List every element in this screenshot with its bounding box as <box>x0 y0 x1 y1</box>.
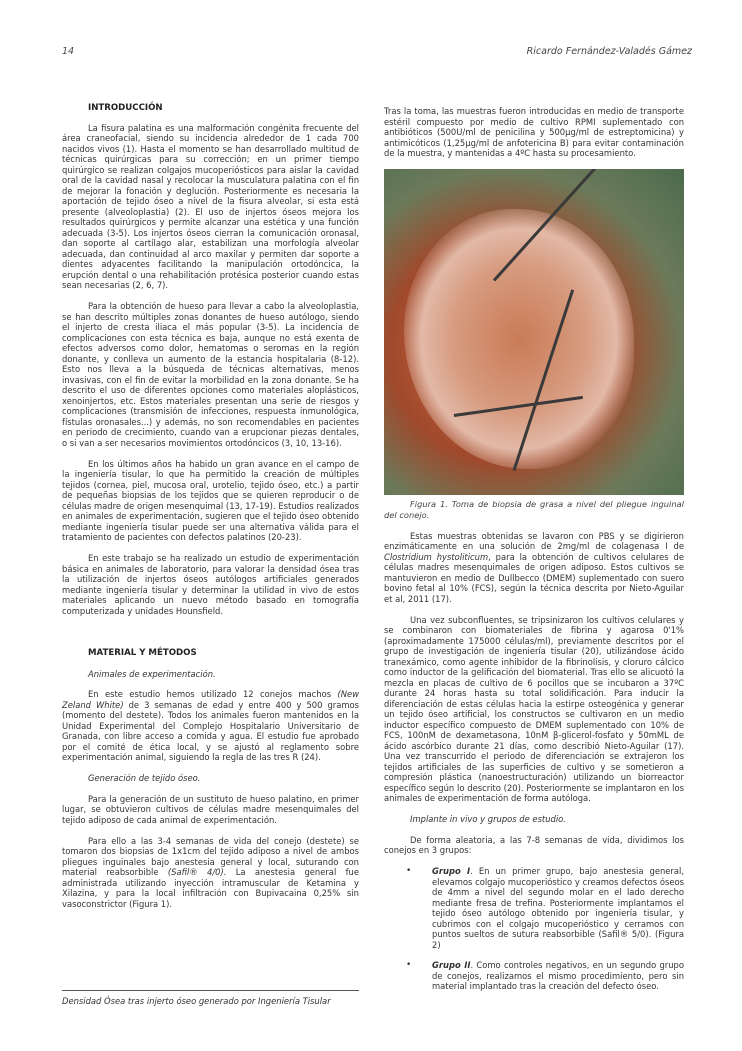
footer-text: Densidad Ósea tras injerto óseo generado por Ingeniería Tisular <box>62 996 331 1006</box>
page-number: 14 <box>62 46 75 57</box>
figure-caption: Figura 1. Toma de biopsia de grasa a nivel del pliegue inguinal del conejo. <box>384 499 684 520</box>
paragraph: Para la generación de un sustituto de hueso palatino, en primer lugar, se obtuvieron cultivos de células madre mesenquimales del tejido adiposo de cada animal de experimentación. <box>62 793 359 825</box>
footer-divider <box>62 990 359 991</box>
left-column <box>62 103 359 920</box>
section-title-introduction: INTRODUCCIÓN <box>88 103 163 113</box>
paragraph: En este estudio hemos utilizado 12 conejos machos (New Zeland White) de 3 semanas de edad y entre 400 y 500 gramos (momento del destete). Todos los animales fueron mantenidos en la Unidad Experimental del Complejo Hospitalario Universitario de Granada, con libre acceso a comida y agua. El estudio fue aprobado por el comité de ética local, y se ajustó al reglamento sobre experimentación animal, siguiendo la regla de las tres R (24). <box>62 689 360 762</box>
paragraph: La fisura palatina es una malformación congénita frecuente del área craneofacial, siendo su incidencia alrededor de 1 cada 700 nacidos vivos (1). Hasta el momento se han desarrollado multitud de técnicas quirúrgicas para su corrección; en un primer tiempo quirúrgico se realizan colgajos mucoperiósticos para aislar la cavidad oral de la cavidad nasal y recolocar la musculatura palatina con el fin de mejorar la fonación y deglución. Posteriormente es necesaria la aportación de tejido óseo a nivel de la fisura alveolar, si esta está presente (alveoloplastia) (2). El uso de injertos óseos mejora los resultados quirúrgicos y permite alcanzar una estética y una función adecuada (3-5). Los injertos óseos cierran la comunicación oronasal, dan soporte al cartílago alar, estabilizan una morfología alveolar adecuada, dan continuidad al arco maxilar y permiten dar soporte a dientes adyacentes facilitando la manipulación ortodóncica, la erupción dental o una rehabilitación protésica posterior cuando estas sean necesarias (2, 6, 7). <box>62 122 359 290</box>
right-column <box>384 106 684 1002</box>
subsection-title: Animales de experimentación. <box>88 668 216 679</box>
figure-1-photo <box>384 169 684 495</box>
paragraph: Tras la toma, las muestras fueron introducidas en medio de transporte estéril compuesto por medio de cultivo RPMI suplementado con antibióticos (500U/ml de penicilina y 500µg/ml de estreptomicina) y antimicóticos (1,25µg/ml de anfotericina B) para evitar contaminación de la muestra, y mantenidas a 4ºC hasta su procesamiento. <box>384 106 684 158</box>
paragraph: De forma aleatoria, a las 7-8 semanas de vida, dividimos los conejos en 3 grupos: <box>384 834 684 855</box>
subsection-title: Generación de tejido óseo. <box>88 773 201 783</box>
list-item: • Grupo II. Como controles negativos, en un segundo grupo de conejos, realizamos el mismo procedimiento, pero sin material implantado tras la creación del defecto óseo. <box>432 960 684 992</box>
paragraph: Para la obtención de hueso para llevar a cabo la alveoloplastia, se han descrito múltiples zonas donantes de hueso autólogo, siendo el injerto de cresta iliaca el más popular (3-5). La incidencia de complicaciones con esta técnica es baja, aunque no está exenta de efectos adversos como dolor, hematomas o seromas en la región donante, y conlleva un aumento de la estancia hospitalaria (8-12). Esto nos lleva a la búsqueda de técnicas alternativas, menos invasivas, con el fin de evitar la morbilidad en la zona donante. Se ha descrito el uso de diferentes opciones como materiales aloplásticos, xenoinjertos, etc. Estos materiales presentan una serie de riesgos y complicaciones (transmisión de infecciones, respuesta inmunológica, fístulas oronasales...) y además, no son recomendables en pacientes en periodo de crecimiento, cuando van a erupcionar piezas dentales, o si van a ser necesarios movimientos ortodóncicos (3, 10, 13-16). <box>62 301 359 448</box>
paragraph: En este trabajo se ha realizado un estudio de experimentación básica en animales de laboratorio, para valorar la densidad ósea tras la utilización de injertos óseos autólogos artificiales generados mediante ingeniería tisular y determinar la utilidad in vivo de estos materiales aplicando un nuevo método basado en tomografía computerizada y unidades Hounsfield. <box>62 553 359 616</box>
group-list <box>384 866 684 992</box>
running-head: Ricardo Fernández-Valadés Gámez <box>526 46 692 57</box>
section-title-methods: MATERIAL Y MÉTODOS <box>88 648 197 658</box>
tissue-region <box>404 209 634 469</box>
paragraph: En los últimos años ha habido un gran avance en el campo de la ingeniería tisular, lo que ha permitido la creación de múltiples tejidos (cornea, piel, mucosa oral, urotelio, tejido óseo, etc.) a partir de pequeñas biopsias de los tejidos que se quieren reproducir o de células madre de origen mesenquimal (13, 17-19). Estudios realizados en animales de experimentación, sugieren que el tejido óseo obtenido mediante ingeniería tisular puede ser una alternativa válida para el tratamiento de pacientes con defectos palatinos (20-23). <box>62 458 359 542</box>
paragraph: Estas muestras obtenidas se lavaron con PBS y se digirieron enzimáticamente en una solución de 2mg/ml de colagenasa I de Clostridium hystoliticum, para la obtención de cultivos celulares de células madres mesenquimales de origen adiposo. Estos cultivos se mantuvieron en medio de Dullbecco (DMEM) suplementado con suero bovino fetal al 10% (FCS), según la técnica descrita por Nieto-Aguilar et al, 2011 (17). <box>384 530 685 604</box>
subsection-title: Implante in vivo y grupos de estudio. <box>410 814 566 824</box>
list-item: • Grupo I. En un primer grupo, bajo anestesia general, elevamos colgajo mucoperióstico y creamos defectos óseos de 4mm a nivel del segundo molar en el lado derecho mediante fresa de trefina. Posteriormente implantamos el tejido óseo autólogo obtenido por ingeniería tisular, y cubrimos con el colgajo mucoperióstico y cerramos con puntos sueltos de sutura reabsorbible (Safil® 5/0). (Figura 2) <box>432 866 684 950</box>
paragraph: Para ello a las 3-4 semanas de vida del conejo (destete) se tomaron dos biopsias de 1x1cm del tejido adiposo a nivel de ambos pliegues inguinales bajo anestesia general y local, suturando con material reabsorbible (Safil® 4/0). La anestesia general fue administrada utilizando inyección intramuscular de Ketamina y Xilazina, y para la local infiltración con Bupivacaina 0,25% sin vasoconstrictor (Figura 1). <box>62 835 360 909</box>
paragraph: Una vez subconfluentes, se tripsinizaron los cultivos celulares y se combinaron con biomateriales de fibrina y agarosa 0'1% (aproximadamente 175000 células/ml), previamente descritos por el grupo de investigación de ingeniería tisular (20), utilizándose ácido tranexámico, como agente inhibidor de la fibrinolisis, y cloruro cálcico como inductor de la gelificación del biomaterial. Tras ello se alicuotó la mezcla en placas de cultivo de 6 pocillos que se incubaron a 37ºC durante 24 horas hasta su total solidificación. Para inducir la diferenciación de estas células hacia la estirpe osteogénica y generar un tejido óseo artificial, los constructos se cultivaron en un medio inductor específico compuesto de DMEM suplementado con 10% de FCS, 100nM de dexametasona, 10nM β-glicerol-fosfato y 50mML de ácido ascórbico durante 21 días, como describió Nieto-Aguilar (17). Una vez transcurrido el periodo de diferenciación se extrajeron los tejidos artificiales de las superficies de cultivo y se sometieron a compresión plástica (nanoestructuración) utilizando un biorreactor específico según lo descrito (20). Posteriormente se implantaron en los animales de experimentación de forma autóloga. <box>384 614 684 803</box>
